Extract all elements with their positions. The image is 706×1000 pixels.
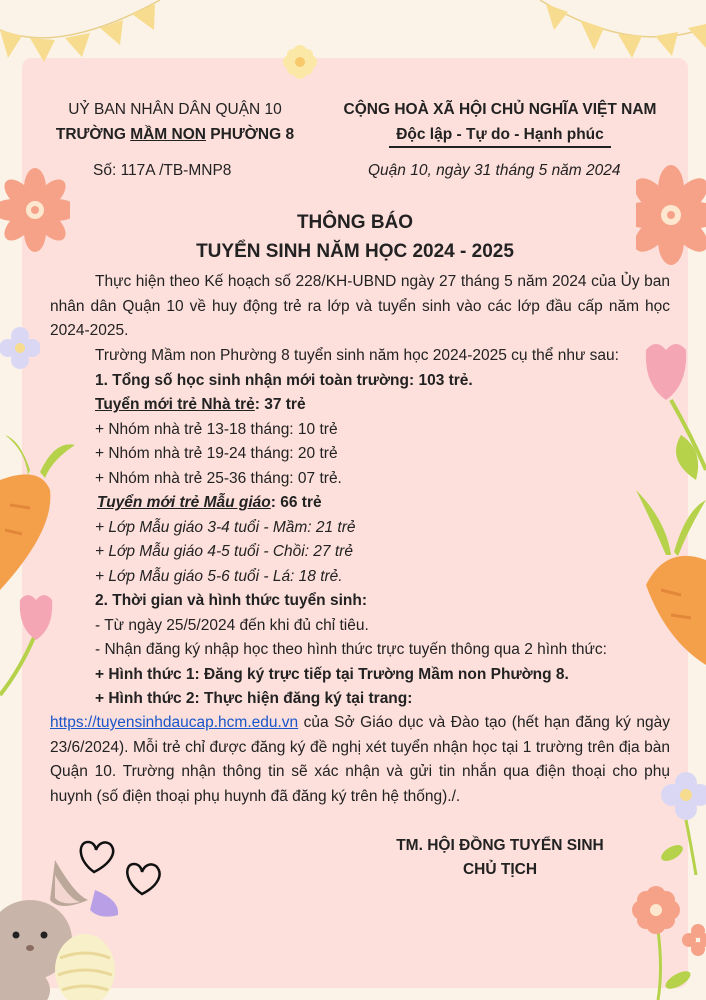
tulip-left-decoration bbox=[0, 590, 70, 700]
kinder-line bbox=[97, 493, 322, 513]
title-line-1: THÔNG BÁO bbox=[296, 212, 414, 233]
registration-form-2: + Hình thức 2: Thực hiện đăng ký tại trang: bbox=[95, 690, 413, 707]
signature-role: CHỦ TỊCH bbox=[462, 861, 538, 878]
section2-heading: 2. Thời gian và hình thức tuyển sinh: bbox=[95, 592, 367, 609]
registration-form-1: + Hình thức 1: Đăng ký trực tiếp tại Trường Mầm non Phường 8. bbox=[95, 666, 569, 683]
flowers-bottom-right-decoration bbox=[618, 880, 706, 1000]
section2-item: - Từ ngày 25/5/2024 đến khi đủ chỉ tiêu. bbox=[95, 617, 369, 634]
place-date: Quận 10, ngày 31 tháng 5 năm 2024 bbox=[368, 162, 621, 179]
tulip-right-decoration bbox=[636, 340, 706, 480]
section2-item: - Nhận đăng ký nhập học theo hình thức trực tuyến thông qua 2 hình thức: bbox=[95, 641, 607, 658]
national-motto: Độc lập - Tự do - Hạnh phúc bbox=[396, 126, 604, 143]
lavender-flower-left-decoration bbox=[0, 318, 40, 378]
closing-paragraph bbox=[50, 711, 670, 809]
small-flower-top-decoration bbox=[280, 42, 320, 82]
bunny-decoration bbox=[0, 840, 120, 1000]
kinder-item: + Lớp Mẫu giáo 3-4 tuổi - Mầm: 21 trẻ bbox=[95, 519, 356, 536]
carrot-right-decoration bbox=[626, 490, 706, 670]
kinder-item: + Lớp Mẫu giáo 4-5 tuổi - Chồi: 27 trẻ bbox=[95, 543, 353, 560]
nursery-item: + Nhóm nhà trẻ 13-18 tháng: 10 trẻ bbox=[95, 421, 338, 438]
bunting-right-decoration bbox=[540, 0, 706, 70]
school-name-prefix: TRƯỜNG bbox=[55, 126, 131, 143]
intro-paragraph: Thực hiện theo Kế hoạch số 228/KH-UBND ngày 27 tháng 5 năm 2024 của Ủy ban nhân dân Quận 10 về huy động trẻ ra lớp và tuyển sinh vào các lớp đầu cấp năm học 2024-2025. bbox=[50, 273, 670, 339]
nursery-line bbox=[95, 395, 306, 415]
closing-text: của Sở Giáo dục và Đào tạo (hết hạn đăng ký ngày 23/6/2024). Mỗi trẻ chỉ được đăng ký đề nghị xét tuyển nhận học tại 1 trường trên địa bàn Quận 10. Trường nhận thông tin sẽ xác nhận và gửi tin nhắn qua điện thoại cho phụ huynh (số điện thoại phụ huynh đã đăng ký trên hệ thống)./. bbox=[50, 714, 670, 805]
nursery-item: + Nhóm nhà trẻ 19-24 tháng: 20 trẻ bbox=[95, 445, 338, 462]
nursery-count: : 37 trẻ bbox=[254, 396, 306, 413]
kinder-item: + Lớp Mẫu giáo 5-6 tuổi - Lá: 18 trẻ. bbox=[95, 568, 343, 585]
school-name bbox=[40, 125, 310, 145]
bunting-left-decoration bbox=[0, 0, 170, 70]
lead-text: Trường Mầm non Phường 8 tuyển sinh năm học 2024-2025 cụ thể như sau: bbox=[95, 347, 619, 364]
nursery-item: + Nhóm nhà trẻ 25-36 tháng: 07 trẻ. bbox=[95, 470, 342, 487]
school-name-suffix: PHƯỜNG 8 bbox=[205, 126, 295, 143]
motto-underline bbox=[389, 146, 611, 148]
nation-name: CỘNG HOÀ XÃ HỘI CHỦ NGHĨA VIỆT NAM bbox=[343, 101, 657, 118]
kinder-count: : 66 trẻ bbox=[270, 494, 322, 511]
title-line-2: TUYỂN SINH NĂM HỌC 2024 - 2025 bbox=[196, 241, 514, 262]
authority-name: UỶ BAN NHÂN DÂN QUẬN 10 bbox=[68, 101, 282, 118]
registration-link[interactable]: https://tuyensinhdaucap.hcm.edu.vn bbox=[50, 714, 299, 731]
kinder-label: Tuyển mới trẻ Mẫu giáo bbox=[97, 494, 271, 511]
carrot-left-decoration bbox=[0, 430, 80, 590]
signature-title: TM. HỘI ĐỒNG TUYỂN SINH bbox=[396, 837, 604, 854]
document-number: Số: 117A /TB-MNP8 bbox=[93, 162, 232, 179]
section1-heading: 1. Tổng số học sinh nhận mới toàn trường: 103 trẻ. bbox=[95, 372, 473, 389]
school-name-underlined: MẦM NON bbox=[130, 126, 206, 143]
nursery-label: Tuyển mới trẻ Nhà trẻ bbox=[95, 396, 255, 413]
